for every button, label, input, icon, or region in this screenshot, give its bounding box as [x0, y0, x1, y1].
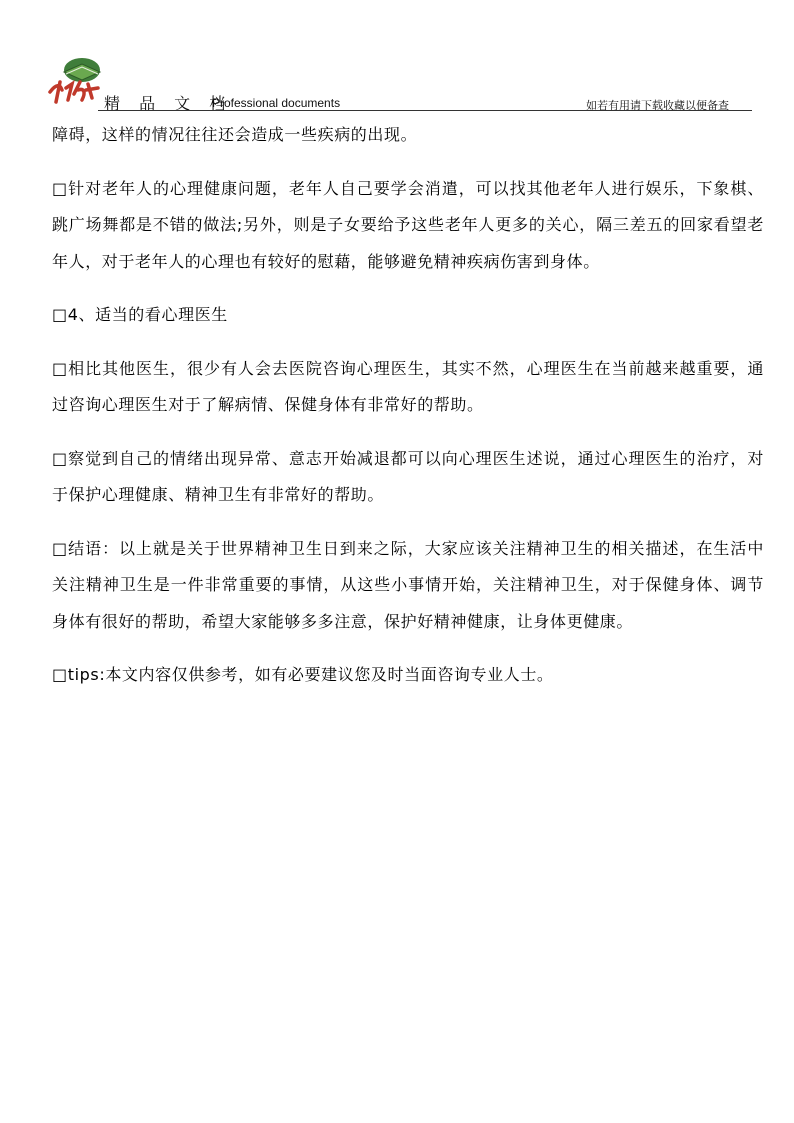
section-heading-psychologist: □4、适当的看心理医生	[52, 305, 228, 324]
page-header	[0, 0, 794, 112]
paragraph-emotion-signs: □察觉到自己的情绪出现异常、意志开始减退都可以向心理医生述说，通过心理医生的治疗，对于保护心理健康、精神卫生有非常好的帮助。	[52, 448, 764, 504]
header-subtitle: Professional documents	[212, 96, 341, 110]
paragraph-elderly-advice: □针对老年人的心理健康问题，老年人自己要学会消遣，可以找其他老年人进行娱乐，下象棋、跳广场舞都是不错的做法;另外，则是子女要给予这些老年人更多的关心，隔三差五的回家看望老年人，对于老年人的心理也有较好的慰藉，能够避免精神疾病伤害到身体。	[52, 178, 764, 271]
paragraph-continuation: 障碍，这样的情况往往还会造成一些疾病的出现。	[52, 125, 418, 144]
paragraph-tips: □tips:本文内容仅供参考，如有必要建议您及时当面咨询专业人士。	[52, 665, 554, 684]
header-note: 如若有用请下载收藏以便备查	[586, 99, 729, 112]
document-body	[52, 117, 764, 694]
header-divider	[98, 110, 752, 111]
header-title: 精 品 文 档	[104, 94, 233, 113]
paragraph-psychologist-importance: □相比其他医生，很少有人会去医院咨询心理医生，其实不然，心理医生在当前越来越重要，通过咨询心理医生对于了解病情、保健身体有非常好的帮助。	[52, 358, 764, 414]
book-logo-icon	[46, 54, 104, 108]
paragraph-conclusion: □结语：以上就是关于世界精神卫生日到来之际，大家应该关注精神卫生的相关描述，在生活中关注精神卫生是一件非常重要的事情，从这些小事情开始，关注精神卫生，对于保健身体、调节身体有很好的帮助，希望大家能够多多注意，保护好精神健康，让身体更健康。	[52, 538, 764, 631]
